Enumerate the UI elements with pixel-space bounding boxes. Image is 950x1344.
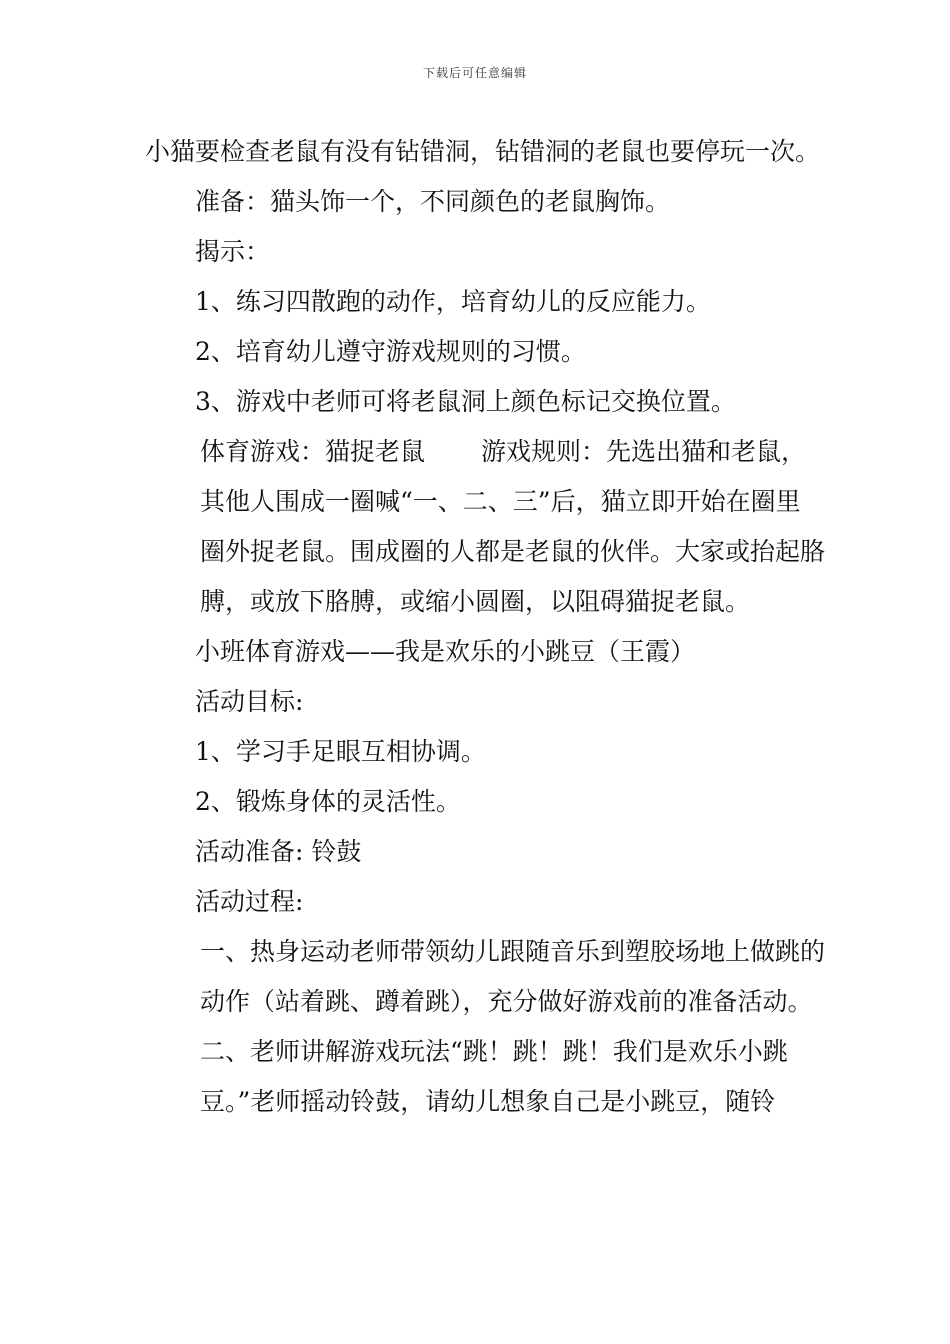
paragraph-preparation: 准备：猫头饰一个，不同颜色的老鼠胸饰。 [195,187,671,216]
paragraph-cat-check: 小猫要检查老鼠有没有钻错洞，钻错洞的老鼠也要停玩一次。 [145,137,821,166]
paragraph-activity-process-heading: 活动过程: [195,887,304,916]
paragraph-reveal-heading: 揭示： [195,237,271,266]
paragraph-goal-1: 1、练习四散跑的动作，培育幼儿的反应能力。 [195,287,711,316]
paragraph-activity-goal-1: 1、学习手足眼互相协调。 [195,737,486,766]
paragraph-warmup: 一、热身运动老师带领幼儿跟随音乐到塑胶场地上做跳的动作（站着跳、蹲着跳），充分做好游戏前的准备活动。 [200,937,826,1016]
paragraph-goal-3: 3、游戏中老师可将老鼠洞上颜色标记交换位置。 [195,387,736,416]
page-header: 下载后可任意编辑 [422,66,527,80]
paragraph-activity-preparation: 活动准备: 铃鼓 [195,837,362,866]
paragraph-activity-goal-2: 2、锻炼身体的灵活性。 [195,787,461,816]
paragraph-goal-2: 2、培育幼儿遵守游戏规则的习惯。 [195,337,586,366]
paragraph-activity-goals-heading: 活动目标: [195,687,304,716]
game-rules-text: 游戏规则：先选出猫和老鼠，其他人围成一圈喊“一、二、三”后，猫立即开始在圈里圈外捉老鼠。围成圈的人都是老鼠的伙伴。大家或抬起胳膊，或放下胳膊，或缩小圆圈，以阻碍猫捉老鼠。 [200,437,826,616]
paragraph-explanation: 二、老师讲解游戏玩法“跳！跳！跳！我们是欢乐小跳豆。”老师摇动铃鼓，请幼儿想象自己是小跳豆，随铃 [200,1037,788,1116]
document-body [145,127,825,1127]
paragraph-class-game-title: 小班体育游戏——我是欢乐的小跳豆（王霞） [195,637,696,666]
game-title: 体育游戏：猫捉老鼠 [200,437,426,466]
paragraph-game-rules [145,427,825,627]
